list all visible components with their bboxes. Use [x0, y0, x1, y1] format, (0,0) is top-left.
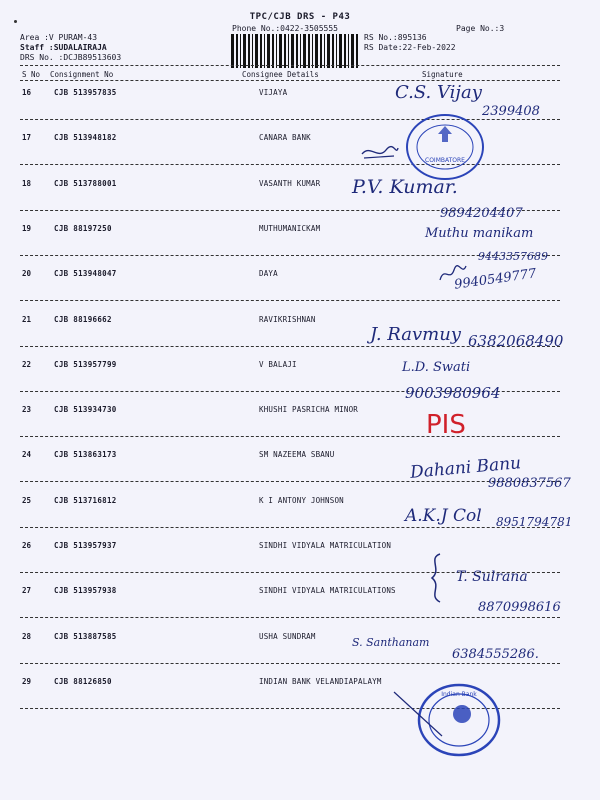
- row-sno: 21: [22, 314, 32, 324]
- barcode-bar: [255, 34, 258, 68]
- barcode-bar: [240, 34, 241, 68]
- col-signature: Signature: [422, 70, 463, 79]
- phone-28: 6384555286.: [452, 647, 539, 662]
- barcode-bar: [324, 34, 325, 68]
- barcode-bar: [300, 34, 301, 68]
- rs-number: RS No.:895136: [364, 33, 427, 42]
- consignment-number: CJB 513948047: [54, 269, 117, 279]
- consignment-number: CJB 513887585: [54, 631, 117, 641]
- brace-26-27: [426, 552, 446, 604]
- row-sno: 28: [22, 631, 32, 641]
- consignee-name: DAYA: [259, 269, 278, 279]
- barcode-bar: [276, 34, 277, 68]
- consignee-name: MUTHUMANICKAM: [259, 223, 321, 233]
- phone-25: 8951794781: [496, 515, 573, 529]
- consignee-name: KHUSHI PASRICHA MINOR: [259, 405, 359, 415]
- barcode-bar: [231, 34, 234, 68]
- barcode-bar: [339, 34, 342, 68]
- row-sno: 27: [22, 586, 32, 596]
- row-sno: 20: [22, 269, 32, 279]
- barcode-bar: [288, 34, 289, 68]
- page-number: Page No.:3: [456, 24, 505, 33]
- row-divider: [20, 527, 560, 528]
- barcode-bar: [356, 34, 358, 68]
- post-office-stamp: [404, 112, 486, 182]
- phone-27: 8870998616: [478, 600, 561, 615]
- row-sno: 23: [22, 405, 32, 415]
- consignee-name: RAVIKRISHNAN: [259, 314, 316, 324]
- barcode-bar: [336, 34, 337, 68]
- barcode-bar: [312, 34, 313, 68]
- row-sno: 26: [22, 541, 32, 550]
- consignment-number: CJB 88196662: [54, 314, 112, 324]
- row-divider: [20, 300, 560, 301]
- stamp-arrow-line: [392, 690, 446, 740]
- barcode: [231, 34, 359, 68]
- barcode-bar: [236, 34, 238, 68]
- row-sno: 18: [22, 178, 32, 188]
- phone-19: 9443357689: [478, 250, 548, 263]
- row-divider: [20, 617, 560, 618]
- phone-16: 2399408: [482, 104, 540, 119]
- barcode-bar: [264, 34, 265, 68]
- consignment-number: CJB 88126850: [54, 676, 112, 686]
- signature-16: C.S. Vijay: [395, 82, 482, 103]
- barcode-bar: [267, 34, 270, 68]
- barcode-bar: [327, 34, 330, 68]
- consignment-number: CJB 513716812: [54, 495, 117, 505]
- signature-25: A.K.J Col: [405, 506, 482, 526]
- consignee-name: K I ANTONY JOHNSON: [259, 495, 344, 505]
- barcode-bar: [348, 34, 349, 68]
- barcode-bar: [291, 34, 294, 68]
- barcode-bar: [332, 34, 334, 68]
- row-sno: 24: [22, 450, 32, 460]
- col-consignment: Consignment No: [50, 70, 114, 79]
- signature-22: L.D. Swati: [402, 360, 471, 375]
- barcode-bar: [320, 34, 322, 68]
- barcode-bar: [284, 34, 286, 68]
- signature-24: Dahani Banu: [409, 453, 522, 483]
- staff-label: Staff :SUDALAIRAJA: [20, 43, 107, 52]
- row-sno: 29: [22, 676, 32, 686]
- signature-26: T. Sulrana: [456, 569, 528, 585]
- consignee-name: VASANTH KUMAR: [259, 178, 321, 188]
- phone-22: 9003980964: [405, 384, 501, 402]
- consignment-number: CJB 513957799: [54, 359, 117, 369]
- consignee-name: CANARA BANK: [259, 133, 311, 143]
- barcode-bar: [344, 34, 346, 68]
- row-sno: 16: [22, 88, 32, 97]
- consignment-number: CJB 88197250: [54, 223, 112, 233]
- signature-21: J. Ravmuy: [370, 324, 461, 345]
- row-divider: [20, 436, 560, 437]
- phone-20: 9940549777: [453, 266, 538, 293]
- consignee-name: SM NAZEEMA SBANU: [259, 450, 335, 460]
- row-sno: 22: [22, 359, 32, 369]
- signature-19: Muthu manikam: [425, 226, 534, 241]
- signature-23: PIS: [426, 410, 466, 440]
- consignee-name: INDIAN BANK VELANDIAPALAYM: [259, 676, 382, 686]
- rs-date: RS Date:22-Feb-2022: [364, 43, 456, 52]
- consignee-name: USHA SUNDRAM: [259, 631, 316, 641]
- barcode-bar: [279, 34, 282, 68]
- barcode-bar: [243, 34, 246, 68]
- phone-21: 6382068490: [468, 332, 564, 350]
- scribble-17: [360, 142, 400, 162]
- barcode-bar: [248, 34, 250, 68]
- consignment-number: CJB 513788001: [54, 178, 117, 188]
- signature-18: P.V. Kumar.: [352, 176, 458, 198]
- barcode-bar: [296, 34, 298, 68]
- consignment-number: CJB 513957835: [54, 88, 117, 97]
- row-divider: [20, 663, 560, 664]
- barcode-bar: [351, 34, 354, 68]
- phone-18: 9894204407: [440, 206, 523, 221]
- consignment-number: CJB 513863173: [54, 450, 117, 460]
- row-sno: 17: [22, 133, 32, 143]
- area-label: Area :V PURAM-43: [20, 33, 98, 42]
- drs-title: TPC/CJB DRS - P43: [249, 12, 351, 22]
- col-sno: S No: [22, 70, 41, 79]
- header-rule: [20, 65, 560, 66]
- drs-number: DRS No. :DCJB89513603: [20, 53, 122, 62]
- consignee-name: SINDHI VIDYALA MATRICULATION: [259, 541, 392, 550]
- signature-28: S. Santhanam: [352, 636, 430, 649]
- row-divider: [20, 481, 560, 482]
- consignment-number: CJB 513957938: [54, 586, 117, 596]
- barcode-bar: [315, 34, 318, 68]
- consignment-number: CJB 513948182: [54, 133, 117, 143]
- stamp-bottom-text: Indian Bank: [441, 691, 477, 698]
- stamp-top-text: COIMBATORE: [425, 157, 465, 164]
- barcode-bar: [272, 34, 274, 68]
- phone-24: 9880837567: [488, 476, 571, 491]
- barcode-bar: [303, 34, 306, 68]
- barcode-bar: [252, 34, 253, 68]
- consignment-number: CJB 513934730: [54, 405, 117, 415]
- column-rule: [20, 80, 560, 81]
- barcode-bar: [308, 34, 310, 68]
- consignment-number: CJB 513957937: [54, 541, 117, 550]
- consignee-name: V BALAJI: [259, 359, 297, 369]
- row-sno: 25: [22, 495, 32, 505]
- row-sno: 19: [22, 223, 32, 233]
- consignee-name: VIJAYA: [259, 88, 288, 97]
- consignee-name: SINDHI VIDYALA MATRICULATIONS: [259, 586, 396, 596]
- phone-number: Phone No.:0422-3505555: [232, 24, 338, 33]
- col-consignee: Consignee Details: [242, 70, 319, 79]
- barcode-bar: [260, 34, 262, 68]
